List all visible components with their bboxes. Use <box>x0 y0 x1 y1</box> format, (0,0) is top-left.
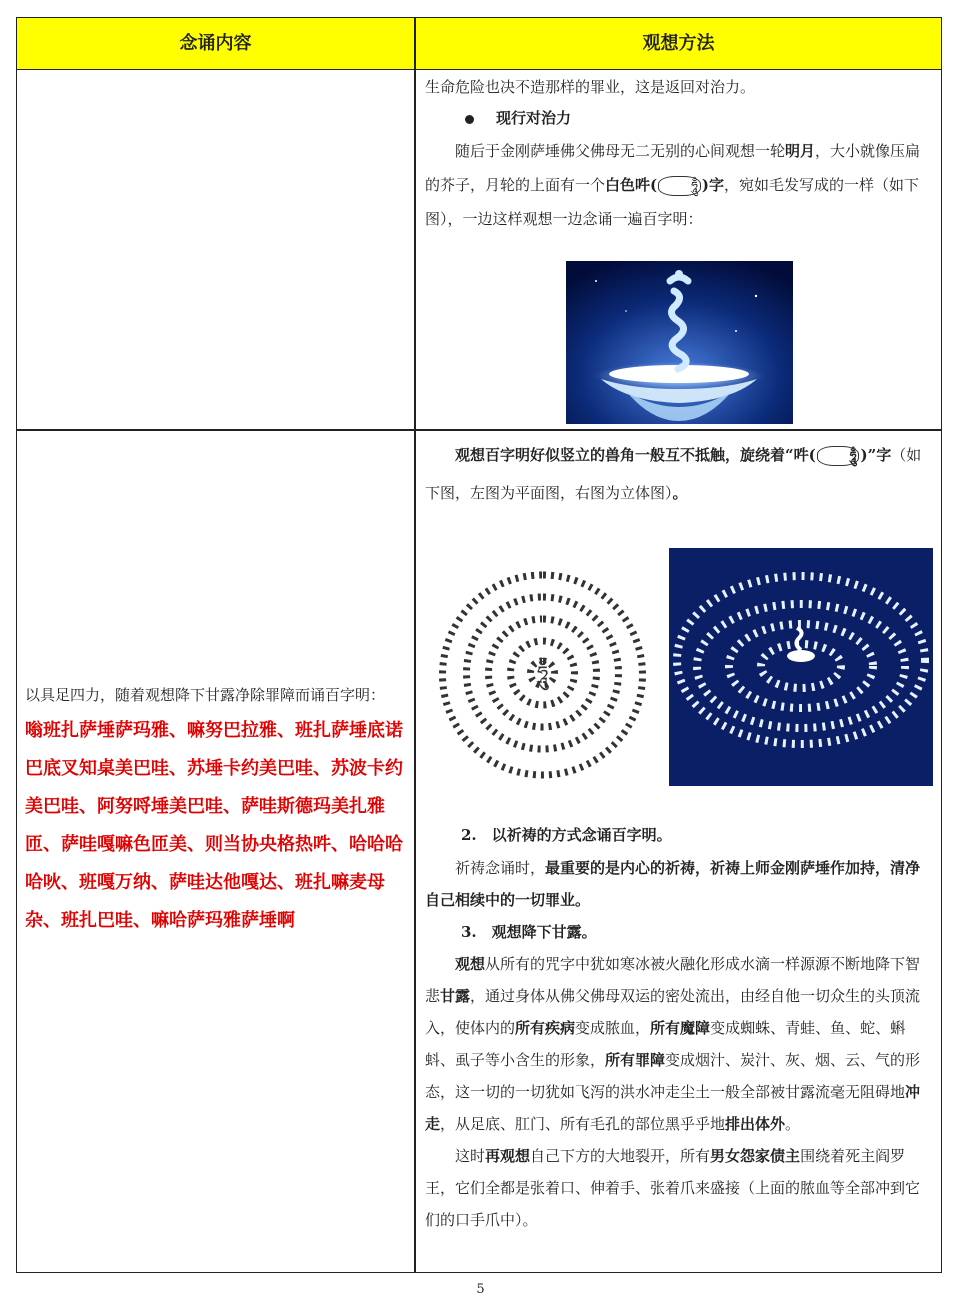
svg-text:ཧཱུྃ: ཧཱུྃ <box>537 661 549 685</box>
row2-visualization-cont <box>417 818 941 1236</box>
recitation-intro: 以具足四力，随着观想降下甘露净除罪障而诵百字明： <box>25 686 386 704</box>
row2-visualization <box>417 436 941 512</box>
bullet-item: 现行对治力 <box>425 102 933 134</box>
hum-syllable-icon: ཧཱུྃ <box>817 446 860 466</box>
row2-recitation <box>25 678 408 940</box>
text-paragraph: 观想从所有的咒字中犹如寒冰被火融化形成水滴一样源源不断地降下智悲甘露，通过身体从佛父佛母双运的密处流出，由经自他一切众生的头顶流入，使体内的所有疾病变成脓血，所有魔障变成蜘蛛、青蛙、鱼、蛇、蝌蚪、虱子等小含生的形象，所有罪障变成烟汁、炭汁、灰、烟、云、气的形态，这一切的一切犹如飞泻的洪水冲走尘土一般全部被甘露流毫无阻碍地冲走，从足底、肛门、所有毛孔的部位黑乎乎地排出体外。 <box>425 955 921 1133</box>
mantra-spiral-plan-image <box>423 558 663 788</box>
text-paragraph: 这时再观想自己下方的大地裂开，所有男女怨家债主围绕着死主阎罗王，它们全都是张着口、伸着手、张着爪来盛接（上面的脓血等全部冲到它们的口手爪中）。 <box>425 1147 921 1229</box>
section-heading-3: 3. 观想降下甘露。 <box>461 923 597 941</box>
page-number: 5 <box>476 1282 485 1297</box>
bullet-dot-icon <box>465 115 474 124</box>
table-header <box>17 18 941 70</box>
section-heading-2: 2. 以祈祷的方式念诵百字明。 <box>461 826 672 844</box>
header-visualization: 观想方法 <box>642 33 715 54</box>
text-paragraph: 祈祷念诵时，最重要的是内心的祈祷，祈祷上师金刚萨埵作加持，清净自己相续中的一切罪业。 <box>425 859 921 909</box>
content-table <box>16 17 942 1273</box>
row1-visualization <box>417 72 941 236</box>
mantra-spiral-3d-image <box>669 548 933 786</box>
text-paragraph: 生命危险也决不造那样的罪业，这是返回对治力。 <box>425 78 756 96</box>
column-divider <box>414 18 416 1272</box>
text-paragraph: 随后于金刚萨埵佛父佛母无二无别的心间观想一轮明月，大小就像压扁的芥子，月轮的上面有一个白色吽( ཧཱུྃ )字，宛如毛发写成的一样（如下图），一边这样观想一边念诵一遍百字明： <box>425 142 921 228</box>
hundred-syllable-mantra: 嗡班扎萨埵萨玛雅、嘛努巴拉雅、班扎萨埵底诺巴底叉知桌美巴哇、苏埵卡约美巴哇、苏波卡约美巴哇、阿努哷埵美巴哇、萨哇斯德玛美扎雅匝、萨哇嘎嘛色匝美、则当协央格热吽、哈哈哈哈吙、班嘎万纳、萨哇达他嘎达、班扎嘛麦母杂、班扎巴哇、嘛哈萨玛雅萨埵啊 <box>25 720 403 931</box>
hum-on-moon-image <box>566 261 793 424</box>
row-divider <box>17 429 941 431</box>
hum-syllable-icon: ཧཱུྃ <box>658 176 701 196</box>
header-recitation: 念诵内容 <box>179 33 252 54</box>
text-paragraph: 观想百字明好似竖立的兽角一般互不抵触，旋绕着“吽( ཧཱུྃ )”字（如下图，左图为平面图，右图为立体图）。 <box>425 446 922 502</box>
